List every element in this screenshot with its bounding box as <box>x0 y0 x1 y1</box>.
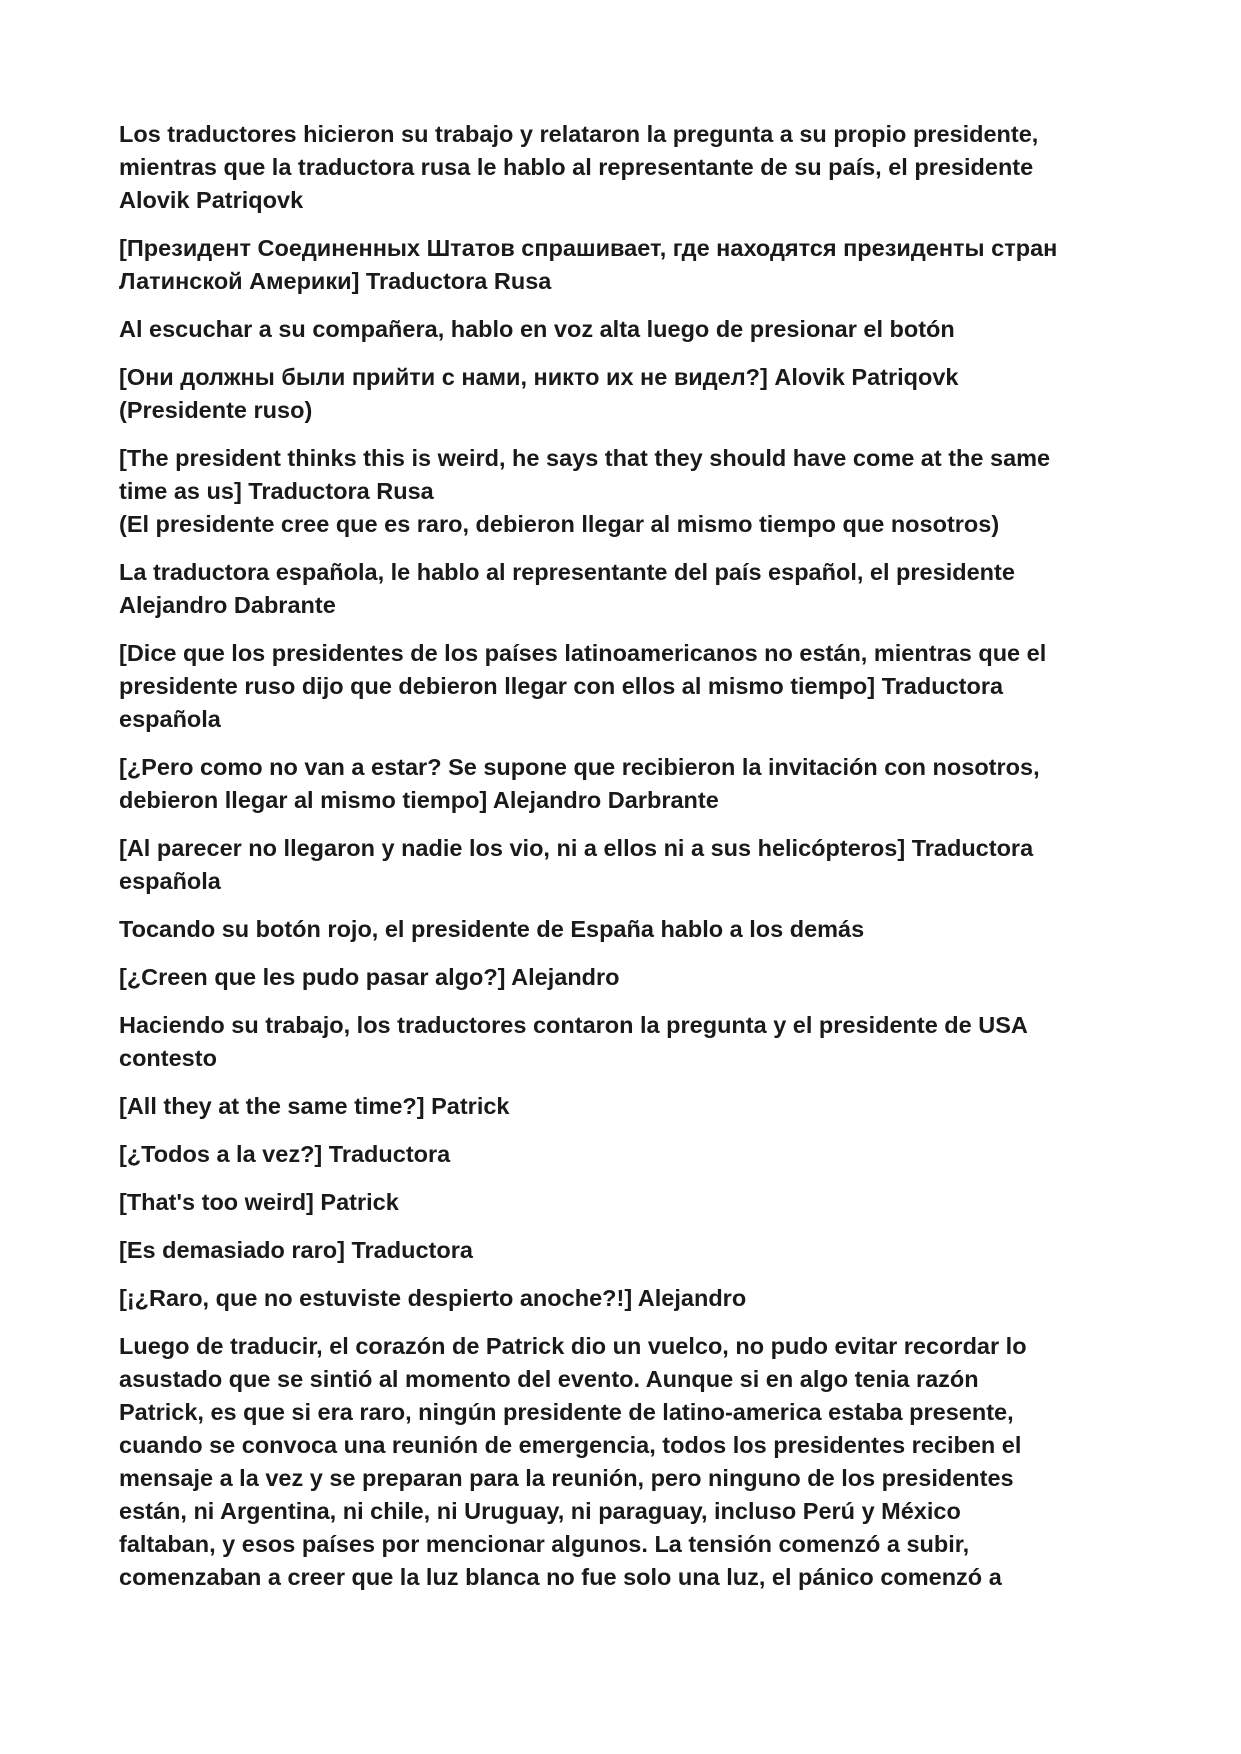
paragraph-17: [¡¿Raro, que no estuviste despierto anoche?!] Alejandro <box>119 1285 747 1311</box>
paragraph-16: [Es demasiado raro] Traductora <box>119 1237 473 1263</box>
paragraph-3: Al escuchar a su compañera, hablo en voz alta luego de presionar el botón <box>119 316 955 342</box>
paragraph-7: [Dice que los presidentes de los países latinoamericanos no están, mientras que el presidente ruso dijo que debieron llegar con ellos al mismo tiempo] Traductora española <box>119 640 1047 732</box>
paragraph-5: [The president thinks this is weird, he says that they should have come at the same time as us] Traductora Rusa (El presidente cree que es raro, debieron llegar al mismo tiempo que nosotros) <box>119 445 1051 537</box>
paragraph-12: Haciendo su trabajo, los traductores contaron la pregunta y el presidente de USA contesto <box>119 1012 1028 1071</box>
paragraph-14: [¿Todos a la vez?] Traductora <box>119 1141 451 1167</box>
paragraph-6: La traductora española, le hablo al representante del país español, el presidente Alejandro Dabrante <box>119 559 1015 618</box>
paragraph-2: [Президент Соединенных Штатов спрашивает, где находятся президенты стран Латинской Америки] Traductora Rusa <box>119 235 1058 294</box>
paragraph-13: [All they at the same time?] Patrick <box>119 1093 510 1119</box>
paragraph-9: [Al parecer no llegaron y nadie los vio, ni a ellos ni a sus helicópteros] Traductora española <box>119 835 1034 894</box>
paragraph-8: [¿Pero como no van a estar? Se supone que recibieron la invitación con nosotros, debieron llegar al mismo tiempo] Alejandro Darbrante <box>119 754 1040 813</box>
paragraph-4: [Они должны были прийти с нами, никто их не видел?] Alovik Patriqovk (Presidente ruso) <box>119 364 959 423</box>
paragraph-15: [That's too weird] Patrick <box>119 1189 399 1215</box>
paragraph-18: Luego de traducir, el corazón de Patrick dio un vuelco, no pudo evitar recordar lo asustado que se sintió al momento del evento. Aunque si en algo tenia razón Patrick, es que si era raro, ningún presidente de latino-america estaba presente, cuando se convoca una reunión de emergencia, todos los presidentes reciben el mensaje a la vez y se preparan para la reunión, pero ninguno de los presidentes están, ni Argentina, ni chile, ni Uruguay, ni paraguay, incluso Perú y México faltaban, y esos países por mencionar algunos. La tensión comenzó a subir, comenzaban a creer que la luz blanca no fue solo una luz, el pánico comenzó a <box>119 1333 1027 1590</box>
paragraph-11: [¿Creen que les pudo pasar algo?] Alejandro <box>119 964 620 990</box>
paragraph-1: Los traductores hicieron su trabajo y relataron la pregunta a su propio presidente, mientras que la traductora rusa le hablo al representante de su país, el presidente Alovik Patriqovk <box>119 121 1039 213</box>
paragraph-10: Tocando su botón rojo, el presidente de España hablo a los demás <box>119 916 865 942</box>
document-page <box>119 118 1139 1609</box>
